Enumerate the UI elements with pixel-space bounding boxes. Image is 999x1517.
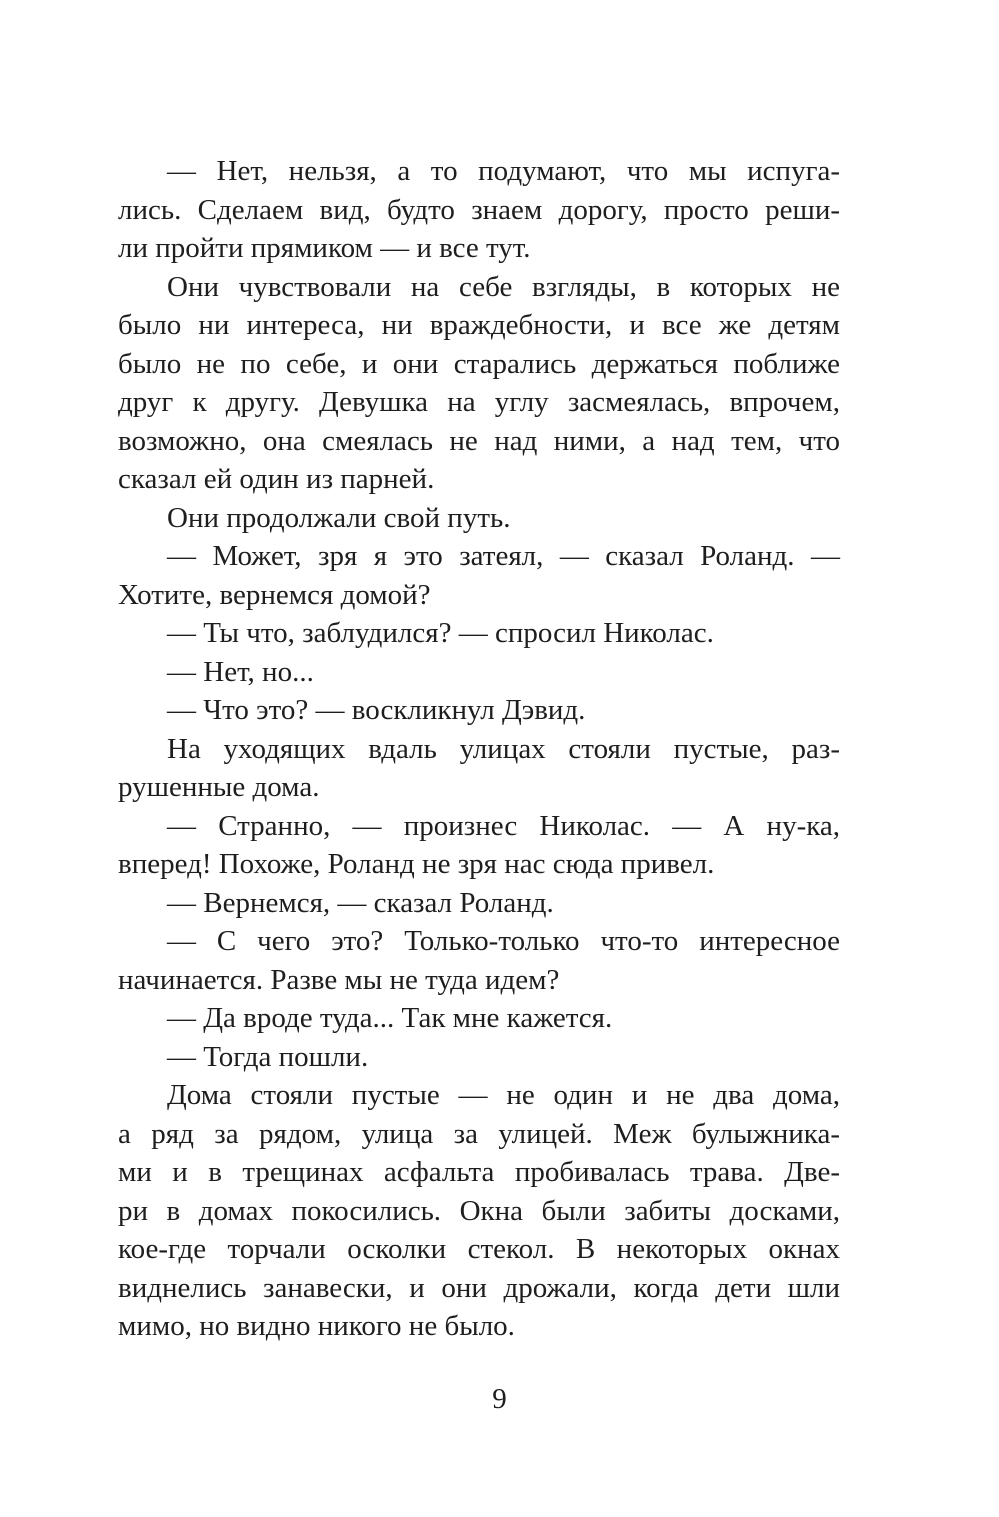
text-line: а ряд за рядом, улица за улицей. Меж булыжника- <box>118 1117 840 1150</box>
text-line: ли пройти прямиком — и все тут. <box>118 232 531 264</box>
text-line: мимо, но видно никого не было. <box>118 1310 515 1342</box>
text-line: начинается. Разве мы не туда идем? <box>118 963 560 996</box>
text-line: сказал ей один из парней. <box>118 463 435 495</box>
text-line: рушенные дома. <box>118 771 320 803</box>
text-line: друг к другу. Девушка на углу засмеялась, впрочем, <box>118 386 840 418</box>
page-body <box>118 152 840 1346</box>
text-line: — Ты что, заблудился? — спросил Николас. <box>167 617 714 649</box>
text-line: — Да вроде туда... Так мне кажется. <box>167 1002 613 1034</box>
text-line: Они продолжали свой путь. <box>167 501 511 534</box>
text-line: возможно, она смеялась не над ними, а над тем, что <box>118 424 840 457</box>
text-line: — С чего это? Только-только что-то интересное <box>167 925 840 957</box>
text-line: было не по себе, и они старались держаться поближе <box>118 347 840 380</box>
text-line: — Нет, нельзя, а то подумают, что мы испуга- <box>167 155 840 187</box>
text-line: — Нет, но... <box>167 655 314 688</box>
text-line: Хотите, вернемся домой? <box>118 578 431 611</box>
text-line: На уходящих вдаль улицах стояли пустые, раз- <box>167 732 840 765</box>
text-line: — Тогда пошли. <box>167 1040 369 1073</box>
text-line: вперед! Похоже, Роланд не зря нас сюда привел. <box>118 848 715 880</box>
text-line: — Может, зря я это затеял, — сказал Роланд. — <box>167 540 840 572</box>
text-line: — Что это? — воскликнул Дэвид. <box>167 694 586 726</box>
text-line: Они чувствовали на себе взгляды, в которых не <box>167 270 840 303</box>
text-line: — Странно, — произнес Николас. — А ну-ка, <box>167 809 840 842</box>
text-line: лись. Сделаем вид, будто знаем дорогу, просто реши- <box>118 193 840 226</box>
text-line: было ни интереса, ни враждебности, и все же детям <box>118 309 840 341</box>
text-line: — Вернемся, — сказал Роланд. <box>167 886 554 919</box>
text-line: Дома стояли пустые — не один и не два дома, <box>167 1079 840 1111</box>
text-line: кое-где торчали осколки стекол. В некоторых окнах <box>118 1233 840 1265</box>
text-line: ри в домах покосились. Окна были забиты досками, <box>118 1194 840 1227</box>
text-line: ми и в трещинах асфальта пробивалась трава. Две- <box>118 1156 840 1188</box>
text-line: виднелись занавески, и они дрожали, когда дети шли <box>118 1271 840 1304</box>
page-number: 9 <box>492 1383 507 1415</box>
